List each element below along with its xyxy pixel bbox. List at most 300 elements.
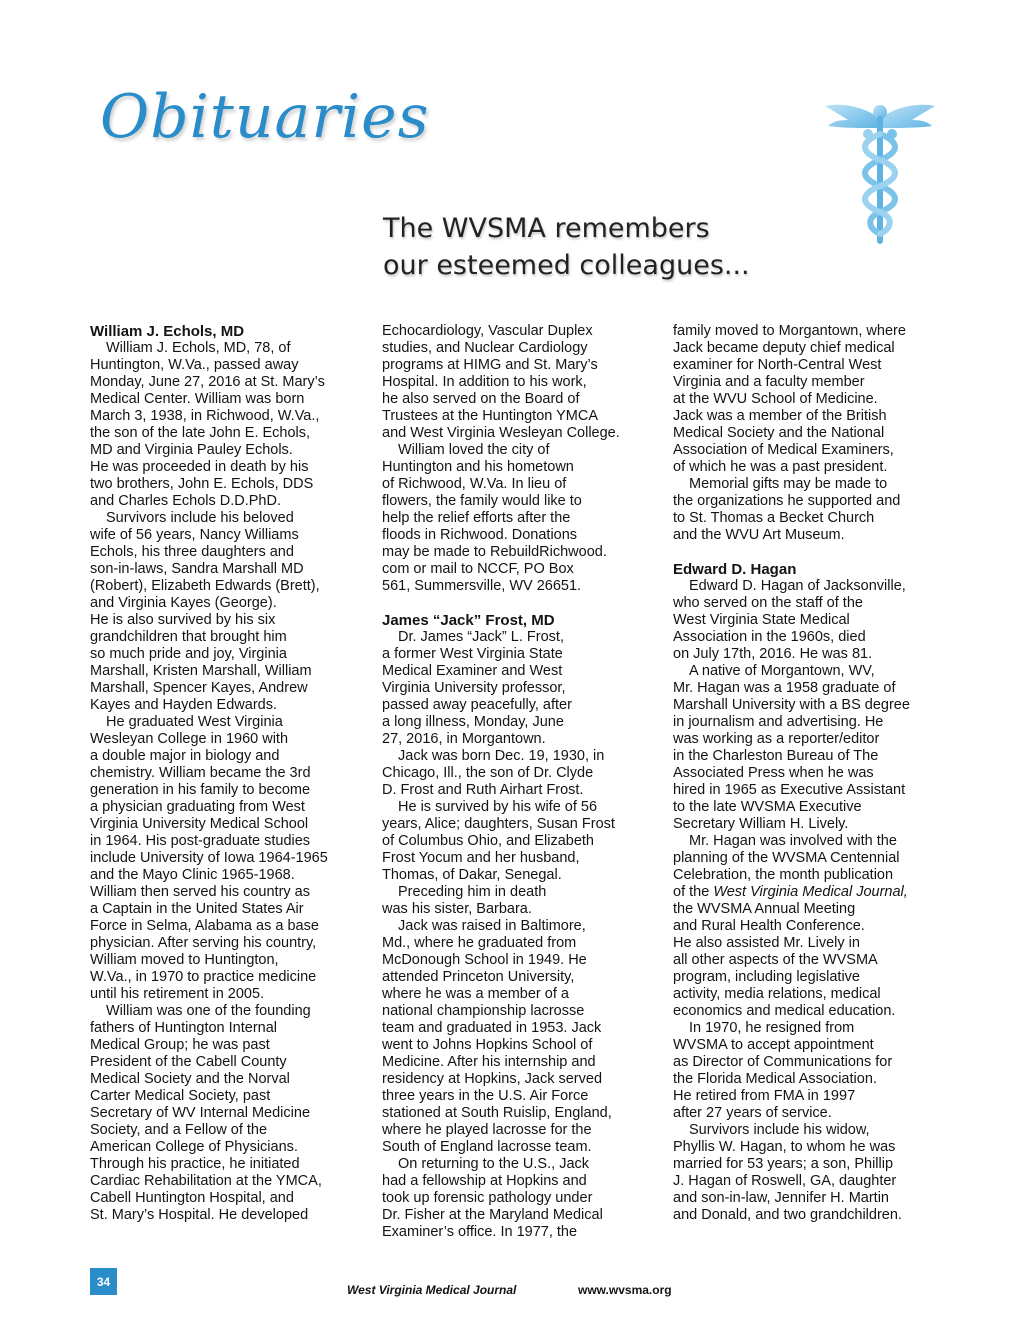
text-line [382,731,652,748]
text-line-content: William loved the city of [398,442,550,458]
text-line [673,595,943,612]
text-line [90,1071,362,1088]
text-line-content: a double major in biology and [90,748,280,764]
text-line [673,986,943,1003]
text-line-content: may be made to RebuildRichwood. [382,544,607,560]
section-title: Obituaries [100,82,430,152]
text-line-content: Echocardiology, Vascular Duplex [382,323,593,339]
text-line-content: Survivors include his beloved [106,510,294,526]
text-line [90,527,362,544]
text-line-content: programs at HIMG and St. Mary’s [382,357,598,373]
text-line [673,748,943,765]
text-line [90,1054,362,1071]
text-line-content: Monday, June 27, 2016 at St. Mary’s [90,374,325,390]
text-line-content: grandchildren that brought him [90,629,287,645]
text-line-content: Phyllis W. Hagan, to whom he was [673,1139,896,1155]
text-line [382,867,652,884]
text-line [382,714,652,731]
text-line-content: He was proceeded in death by his [90,459,309,475]
caduceus-icon [820,90,940,250]
text-line [382,1190,652,1207]
subtitle-line-1: The WVSMA remembers [383,213,710,244]
text-line-content: Huntington and his hometown [382,459,574,475]
text-line [673,918,943,935]
text-line-content: Hospital. In addition to his work, [382,374,587,390]
text-line [673,765,943,782]
text-line-content: D. Frost and Ruth Airhart Frost. [382,782,584,798]
text-line-content: President of the Cabell County [90,1054,287,1070]
text-line [673,1105,943,1122]
text-line [382,578,652,595]
text-line [673,1207,943,1224]
text-line [382,1224,652,1241]
text-line [382,799,652,816]
text-line-content: chemistry. William became the 3rd [90,765,311,781]
text-line [90,1173,362,1190]
text-line-content: as Director of Communications for [673,1054,893,1070]
text-line [673,1190,943,1207]
text-line-content: Celebration, the month publication [673,867,894,883]
text-line [90,391,362,408]
text-line [382,1156,652,1173]
text-line [673,680,943,697]
text-line-content: A native of Morgantown, WV, [689,663,875,679]
text-line-content: where he was a member of a [382,986,569,1002]
text-line [90,833,362,850]
text-line [673,1071,943,1088]
text-line-content: Secretary of WV Internal Medicine [90,1105,311,1121]
text-line [90,459,362,476]
text-line-content: and son-in-law, Jennifer H. Martin [673,1190,889,1206]
text-line [673,612,943,629]
text-line [90,782,362,799]
text-line-content: who served on the staff of the [673,595,863,611]
text-line [673,714,943,731]
text-line [90,476,362,493]
text-line-content: Cabell Huntington Hospital, and [90,1190,294,1206]
obituary-heading: William J. Echols, MD [90,323,245,340]
text-line-content: residency at Hopkins, Jack served [382,1071,603,1087]
text-line [673,493,943,510]
text-line-content: He graduated West Virginia [106,714,283,730]
text-line [673,1020,943,1037]
text-line-content: Jack became deputy chief medical [673,340,895,356]
text-line [382,374,652,391]
text-line [673,697,943,714]
text-line-content: Wesleyan College in 1960 with [90,731,289,747]
text-line-content: He is also survived by his six [90,612,276,628]
text-line-content: Preceding him in death [398,884,547,900]
text-line-content: Dr. Fisher at the Maryland Medical [382,1207,603,1223]
text-line [673,833,943,850]
text-line-content: Mr. Hagan was a 1958 graduate of [673,680,896,696]
text-line-content: planning of the WVSMA Centennial [673,850,900,866]
text-line-content: the Florida Medical Association. [673,1071,877,1087]
text-line-content: Force in Selma, Alabama as a base [90,918,319,934]
text-line-content: on July 17th, 2016. He was 81. [673,646,873,662]
text-line-content: two brothers, John E. Echols, DDS [90,476,314,492]
text-line-content: Jack was born Dec. 19, 1930, in [398,748,605,764]
text-line-content: generation in his family to become [90,782,311,798]
text-line [382,1207,652,1224]
text-line [90,1139,362,1156]
text-line-content: He retired from FMA in 1997 [673,1088,856,1104]
text-line-content: was his sister, Barbara. [382,901,532,917]
text-line [673,1139,943,1156]
text-line-content: Through his practice, he initiated [90,1156,300,1172]
text-line-content: fathers of Huntington Internal [90,1020,278,1036]
paragraph-gap [673,544,943,561]
text-line-content: years, Alice; daughters, Susan Frost [382,816,615,832]
text-line-content: March 3, 1938, in Richwood, W.Va., [90,408,320,424]
text-line-content: William moved to Huntington, [90,952,279,968]
text-line-content: was working as a reporter/editor [673,731,880,747]
text-line-content: William then served his country as [90,884,310,900]
text-line [90,901,362,918]
text-line-content: he also served on the Board of [382,391,580,407]
text-line [673,646,943,663]
text-line-content: national championship lacrosse [382,1003,585,1019]
text-line-content: of Columbus Ohio, and Elizabeth [382,833,594,849]
text-line [90,442,362,459]
text-line [90,510,362,527]
text-line [673,1156,943,1173]
text-line-content: and the WVU Art Museum. [673,527,845,543]
text-line-content: Marshall University with a BS degree [673,697,910,713]
text-line [673,425,943,442]
text-line [90,493,362,510]
text-line-content: Huntington, W.Va., passed away [90,357,299,373]
text-line [90,544,362,561]
text-line-content: Virginia University Medical School [90,816,309,832]
text-line [90,425,362,442]
text-line-content: help the relief efforts after the [382,510,571,526]
text-line-content: passed away peacefully, after [382,697,572,713]
text-line [382,493,652,510]
text-line-content: a long illness, Monday, June [382,714,564,730]
text-line-content: in the Charleston Bureau of The [673,748,879,764]
text-line [673,799,943,816]
text-line [90,663,362,680]
text-line-content: to St. Thomas a Becket Church [673,510,875,526]
text-line [382,935,652,952]
text-line [90,357,362,374]
text-line [673,1003,943,1020]
text-line-content: W.Va., in 1970 to practice medicine [90,969,317,985]
text-line-content: He also assisted Mr. Lively in [673,935,860,951]
text-line-content: attended Princeton University, [382,969,575,985]
text-line [382,476,652,493]
text-line [382,1071,652,1088]
text-line-content: wife of 56 years, Nancy Williams [90,527,299,543]
text-line [90,1105,362,1122]
text-line-content: McDonough School in 1949. He [382,952,587,968]
text-line [382,1054,652,1071]
text-line [673,935,943,952]
text-line [673,442,943,459]
text-line [673,391,943,408]
text-line [90,867,362,884]
text-line [382,323,652,340]
text-line-content: Cardiac Rehabilitation at the YMCA, [90,1173,322,1189]
text-line [382,680,652,697]
text-line [90,697,362,714]
text-line-content: family moved to Morgantown, where [673,323,906,339]
text-line-content: He is survived by his wife of 56 [398,799,598,815]
text-line-content: (Robert), Elizabeth Edwards (Brett), [90,578,320,594]
text-line-content: In 1970, he resigned from [689,1020,855,1036]
text-line-content: so much pride and joy, Virginia [90,646,287,662]
text-line-content: flowers, the family would like to [382,493,582,509]
text-line-content: and Rural Health Conference. [673,918,865,934]
text-line-content: of Richwood, W.Va. In lieu of [382,476,567,492]
text-line [90,816,362,833]
text-line [673,850,943,867]
text-line-content: and the Mayo Clinic 1965-1968. [90,867,295,883]
text-line [90,1088,362,1105]
text-line [673,663,943,680]
text-line-content: 27, 2016, in Morgantown. [382,731,546,747]
text-line-content: Association in the 1960s, died [673,629,866,645]
text-line-content: South of England lacrosse team. [382,1139,592,1155]
text-line [382,663,652,680]
text-line-content: Dr. James “Jack” L. Frost, [398,629,564,645]
text-line [382,391,652,408]
text-line-content: of the [673,884,710,900]
paragraph-gap [382,595,652,612]
text-line [90,680,362,697]
text-line [382,1088,652,1105]
text-line-content: West Virginia State Medical [673,612,850,628]
text-line [90,952,362,969]
text-line-content: a physician graduating from West [90,799,305,815]
article-column-2 [382,323,652,1241]
text-line-content: examiner for North-Central West [673,357,882,373]
text-line [382,1020,652,1037]
section-subtitle [383,210,750,284]
text-line-content: com or mail to NCCF, PO Box [382,561,574,577]
text-line-content: hired in 1965 as Executive Assistant [673,782,906,798]
text-line-content: physician. After serving his country, [90,935,317,951]
text-line-content: and West Virginia Wesleyan College. [382,425,620,441]
text-line [90,748,362,765]
text-line-content: of which he was a past president. [673,459,888,475]
text-line-content: team and graduated in 1953. Jack [382,1020,602,1036]
text-line-content: Trustees at the Huntington YMCA [382,408,598,424]
text-line-content: Marshall, Spencer Kayes, Andrew [90,680,308,696]
text-line [382,544,652,561]
text-line-content: floods in Richwood. Donations [382,527,578,543]
text-line-content: Medical Society and the Norval [90,1071,290,1087]
text-line-content: William was one of the founding [106,1003,311,1019]
article-column-3 [673,323,943,1224]
text-line [90,1003,362,1020]
text-line-content: and Donald, and two grandchildren. [673,1207,902,1223]
text-line-content: Carter Medical Society, past [90,1088,271,1104]
text-line [673,969,943,986]
text-line [673,1122,943,1139]
text-line [90,884,362,901]
text-line-content: Kayes and Hayden Edwards. [90,697,277,713]
text-line [382,561,652,578]
text-line [90,1020,362,1037]
text-line-content: a former West Virginia State [382,646,563,662]
text-line [382,816,652,833]
obituary-heading: James “Jack” Frost, MD [382,612,555,629]
text-line-content: Medical Center. William was born [90,391,305,407]
journal-title-italic: West Virginia Medical Journal, [713,884,908,900]
text-line [382,918,652,935]
text-line [382,629,652,646]
text-line [673,408,943,425]
text-line [90,918,362,935]
text-line-content: WVSMA to accept appointment [673,1037,874,1053]
text-line-content: Thomas, of Dakar, Senegal. [382,867,562,883]
text-line [382,765,652,782]
text-line [382,850,652,867]
text-line-content: three years in the U.S. Air Force [382,1088,589,1104]
text-line-content: Examiner’s office. In 1977, the [382,1224,578,1240]
text-line-content: include University of Iowa 1964-1965 [90,850,328,866]
text-line [673,782,943,799]
text-line [673,527,943,544]
text-line [90,374,362,391]
text-line [90,850,362,867]
text-line [382,1003,652,1020]
text-line-content: studies, and Nuclear Cardiology [382,340,588,356]
text-line-content: MD and Virginia Pauley Echols. [90,442,293,458]
text-line [673,731,943,748]
text-line-content: William J. Echols, MD, 78, of [106,340,291,356]
text-line-content: Edward D. Hagan of Jacksonville, [689,578,906,594]
footer-journal-name: West Virginia Medical Journal [347,1283,517,1297]
text-line-content: Associated Press when he was [673,765,874,781]
text-line [382,1173,652,1190]
text-line [382,697,652,714]
text-line-content: until his retirement in 2005. [90,986,265,1002]
text-line [382,1122,652,1139]
text-line [382,901,652,918]
text-line [90,408,362,425]
text-line [673,510,943,527]
text-line [673,374,943,391]
text-line [90,1207,362,1224]
text-line [90,561,362,578]
text-line [673,578,943,595]
text-line-content: son-in-laws, Sandra Marshall MD [90,561,304,577]
text-line [90,714,362,731]
text-line-content: Medical Society and the National [673,425,885,441]
text-line [673,1037,943,1054]
text-line-content: Echols, his three daughters and [90,544,294,560]
text-line [673,816,943,833]
text-line-content: Association of Medical Examiners, [673,442,894,458]
text-line-content: Medicine. After his internship and [382,1054,596,1070]
text-line [673,476,943,493]
text-line-content: Medical Examiner and West [382,663,563,679]
text-line [673,1173,943,1190]
text-line [382,357,652,374]
text-line-content: in journalism and advertising. He [673,714,884,730]
text-line-content: at the WVU School of Medicine. [673,391,878,407]
footer-website: www.wvsma.org [578,1283,672,1297]
text-line-content: Jack was raised in Baltimore, [398,918,586,934]
text-line [90,629,362,646]
obituary-heading: Edward D. Hagan [673,561,797,578]
text-line [90,799,362,816]
page-number-badge: 34 [90,1268,117,1295]
text-line-content: Society, and a Fellow of the [90,1122,268,1138]
text-line-content: the organizations he supported and [673,493,901,509]
text-line [382,510,652,527]
text-line [90,595,362,612]
text-line [673,459,943,476]
text-line-content: and Charles Echols D.D.PhD. [90,493,281,509]
text-line [90,1037,362,1054]
text-line [382,527,652,544]
text-line-content: Virginia and a faculty member [673,374,865,390]
text-line [90,1156,362,1173]
text-line [90,765,362,782]
text-line-content: activity, media relations, medical [673,986,881,1002]
text-line [382,884,652,901]
text-line-content: American College of Physicians. [90,1139,298,1155]
text-line-content: 561, Summersville, WV 26651. [382,578,582,594]
text-line [382,340,652,357]
text-line [90,612,362,629]
text-line [673,323,943,340]
text-line [382,425,652,442]
text-line [90,969,362,986]
text-line-content: all other aspects of the WVSMA [673,952,878,968]
text-line [90,986,362,1003]
text-line-content: after 27 years of service. [673,1105,832,1121]
text-line-content: took up forensic pathology under [382,1190,593,1206]
text-line [673,1088,943,1105]
text-line-content: a Captain in the United States Air [90,901,304,917]
text-line-content: the WVSMA Annual Meeting [673,901,856,917]
text-line-content: went to Johns Hopkins School of [382,1037,593,1053]
text-line [382,952,652,969]
text-line [90,646,362,663]
text-line [673,901,943,918]
text-line-content: where he played lacrosse for the [382,1122,592,1138]
text-line-content: Medical Group; he was past [90,1037,270,1053]
text-line-content: J. Hagan of Roswell, GA, daughter [673,1173,897,1189]
text-line-content: program, including legislative [673,969,860,985]
text-line-content: Mr. Hagan was involved with the [689,833,897,849]
text-line-content: Jack was a member of the British [673,408,887,424]
text-line [673,884,943,901]
text-line [382,748,652,765]
text-line-content: Chicago, Ill., the son of Dr. Clyde [382,765,594,781]
subtitle-line-2: our esteemed colleagues... [383,250,750,281]
text-line-content: Virginia University professor, [382,680,566,696]
text-line [382,1037,652,1054]
text-line-content: Survivors include his widow, [689,1122,870,1138]
text-line [673,629,943,646]
text-line-content: St. Mary’s Hospital. He developed [90,1207,309,1223]
text-line [382,969,652,986]
text-line [382,459,652,476]
text-line [90,340,362,357]
text-line [90,935,362,952]
text-line-content: economics and medical education. [673,1003,896,1019]
text-line [673,1054,943,1071]
text-line [673,340,943,357]
text-line-content: Memorial gifts may be made to [689,476,888,492]
text-line-content: stationed at South Ruislip, England, [382,1105,612,1121]
